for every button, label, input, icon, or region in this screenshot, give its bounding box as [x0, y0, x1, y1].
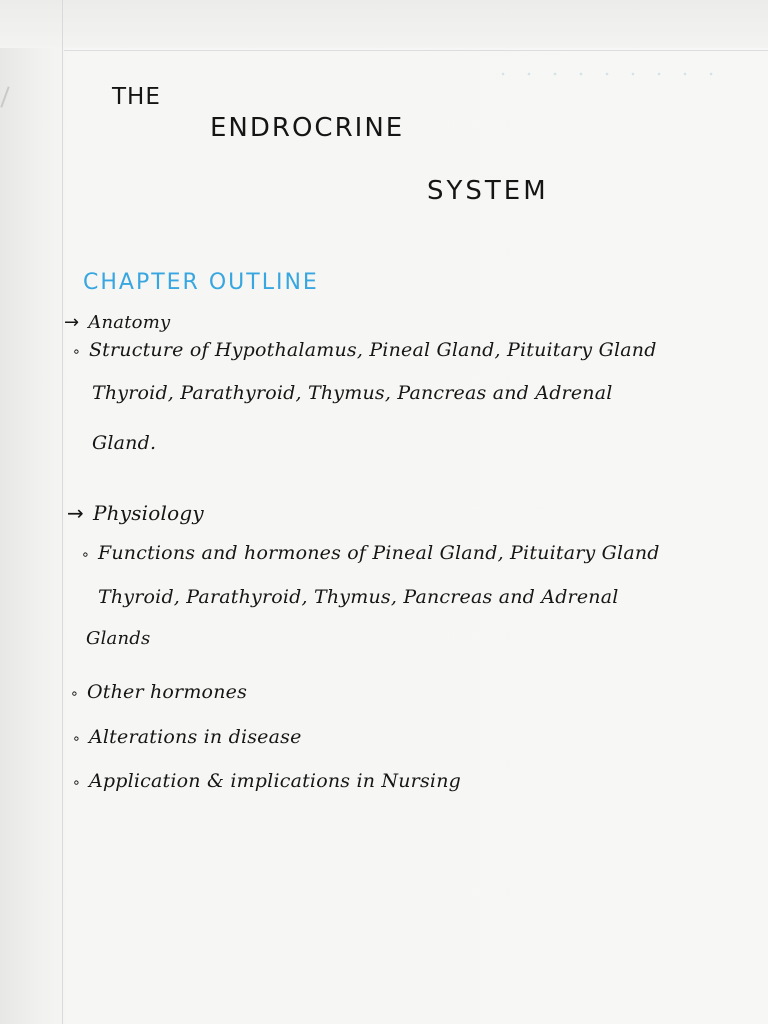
- title-line-2: ENDROCRINE: [210, 113, 405, 143]
- anatomy-bullet-row: [72, 339, 657, 361]
- list-item-text: Other hormones: [86, 681, 248, 703]
- bullet-icon: ∘: [81, 547, 90, 563]
- anatomy-line-3: Gland.: [92, 432, 157, 454]
- physiology-line-1: Functions and hormones of Pineal Gland, Pituitary Gland: [97, 542, 660, 564]
- physiology-bullet-row: [81, 542, 660, 564]
- physiology-line-2: Thyroid, Parathyroid, Thymus, Pancreas and Adrenal: [98, 586, 619, 608]
- page-top-edge: [0, 0, 768, 48]
- anatomy-line-2: Thyroid, Parathyroid, Thymus, Pancreas and Adrenal: [92, 382, 613, 404]
- arrow-icon: →: [64, 312, 80, 333]
- bullet-icon: ∘: [72, 731, 81, 747]
- paper-dots: [490, 72, 720, 76]
- bullet-icon: ∘: [72, 775, 81, 791]
- list-item-text: Application & implications in Nursing: [88, 770, 461, 792]
- outline-item-other-hormones: [70, 681, 247, 703]
- arrow-icon: →: [67, 501, 84, 525]
- physiology-heading: Physiology: [92, 501, 204, 525]
- top-rule: [64, 50, 768, 51]
- bullet-icon: ∘: [70, 686, 79, 702]
- margin-line: [62, 0, 63, 1024]
- anatomy-line-1: Structure of Hypothalamus, Pineal Gland, Pituitary Gland: [88, 339, 657, 361]
- chapter-outline-heading: CHAPTER OUTLINE: [83, 270, 319, 295]
- paper-mark: [0, 86, 9, 107]
- anatomy-heading: Anatomy: [88, 312, 171, 333]
- outline-item-alterations: [72, 726, 302, 748]
- list-item-text: Alterations in disease: [88, 726, 302, 748]
- physiology-heading-row: [67, 501, 204, 525]
- bullet-icon: ∘: [72, 344, 81, 360]
- anatomy-heading-row: [64, 312, 170, 333]
- title-line-1: THE: [112, 84, 161, 110]
- title-line-3: SYSTEM: [427, 176, 549, 206]
- physiology-line-3: Glands: [86, 628, 151, 649]
- outline-item-nursing: [72, 770, 461, 792]
